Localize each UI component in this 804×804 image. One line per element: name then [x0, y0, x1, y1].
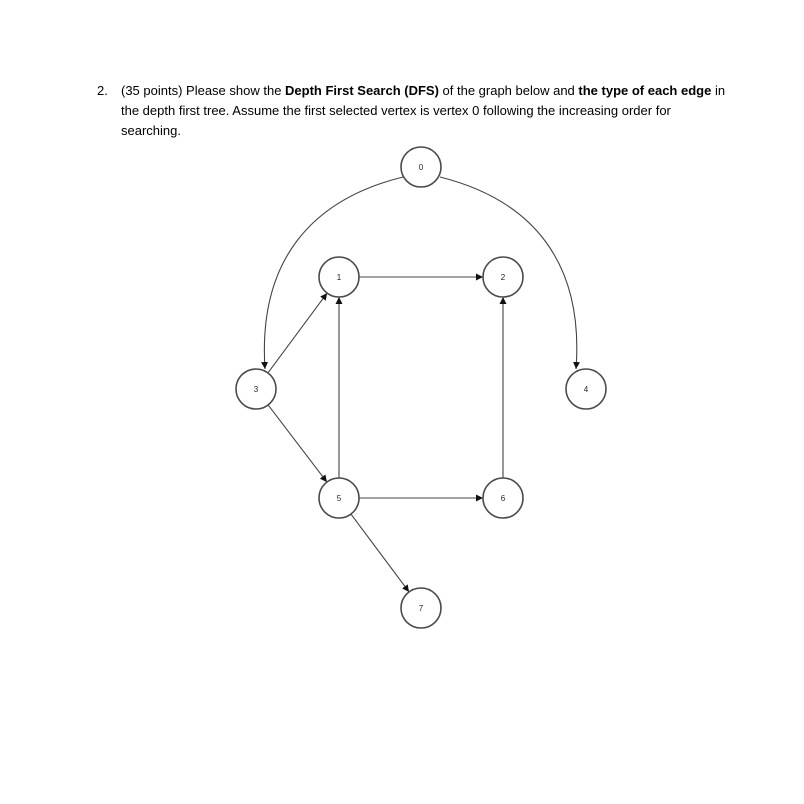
- vertex-label: 7: [418, 604, 424, 613]
- question-middle: of the graph below and: [438, 83, 579, 98]
- vertex-label: 3: [253, 385, 259, 394]
- vertex-1: [319, 257, 359, 297]
- vertex-label: 5: [336, 494, 342, 503]
- vertex-5: [319, 478, 359, 518]
- vertex-label: 2: [500, 273, 506, 282]
- vertex-label: 0: [418, 163, 424, 172]
- edge-3-to-1: [268, 293, 327, 373]
- question-rest: in the depth first tree. Assume the first selected vertex is vertex 0 following the increasing order for searching.: [121, 83, 726, 138]
- vertex-7: [401, 588, 441, 628]
- vertex-label: 1: [336, 273, 342, 282]
- edges-layer: [264, 177, 576, 592]
- vertex-3: [236, 369, 276, 409]
- vertex-label: 4: [583, 385, 589, 394]
- edge-5-to-7: [351, 514, 409, 592]
- question-intro: (35 points) Please show the: [121, 83, 286, 98]
- edge-3-to-5: [268, 405, 327, 482]
- vertex-label: 6: [500, 494, 506, 503]
- question-dfs-term: Depth First Search (DFS): [285, 83, 439, 98]
- vertex-6: [483, 478, 523, 518]
- vertex-4: [566, 369, 606, 409]
- nodes-layer: [236, 147, 606, 628]
- question-edge-term: the type of each edge: [578, 83, 712, 98]
- vertex-0: [401, 147, 441, 187]
- vertex-2: [483, 257, 523, 297]
- question-number: 2.: [97, 83, 108, 98]
